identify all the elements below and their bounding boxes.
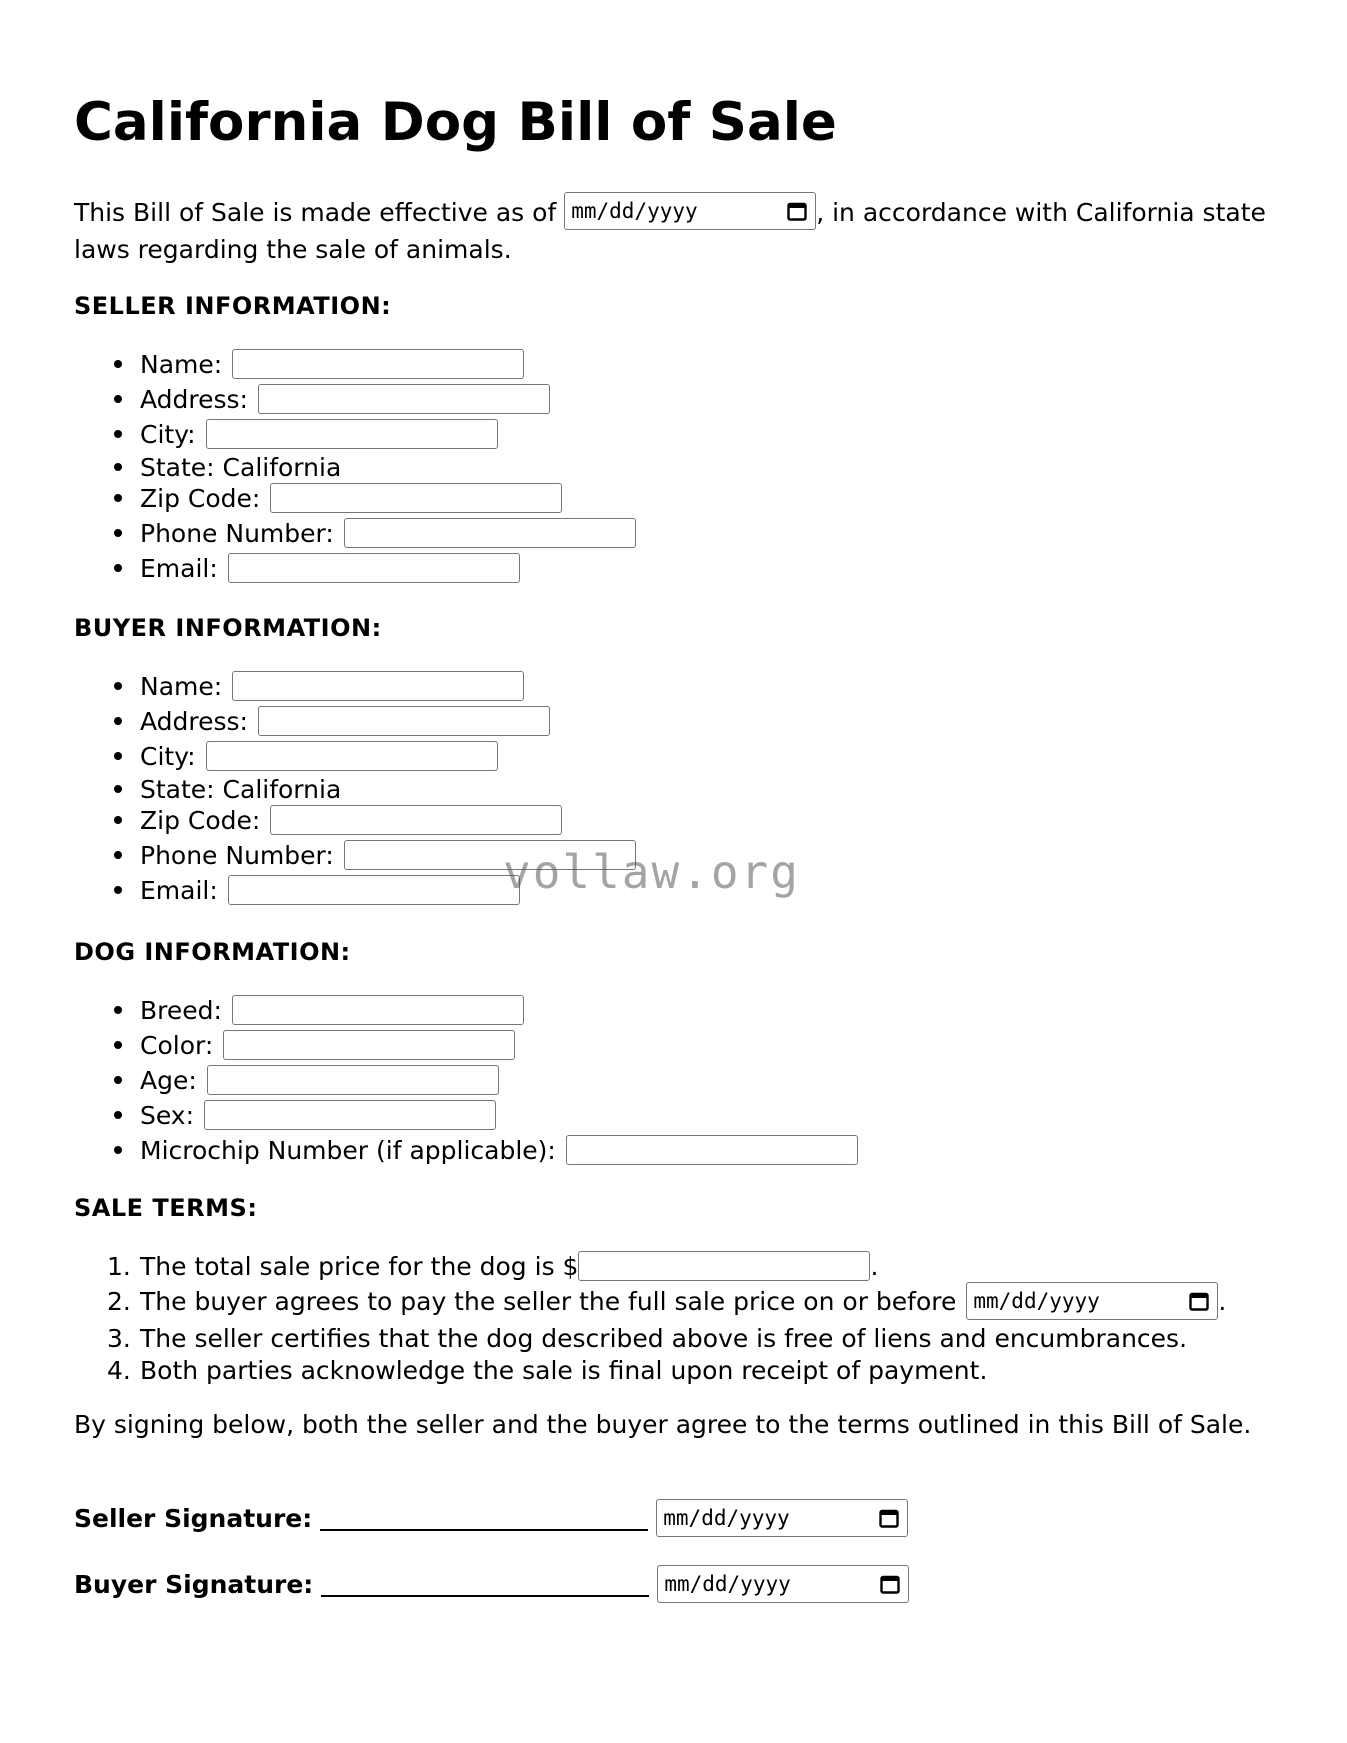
bullet (114, 816, 122, 824)
dog-sex-input[interactable] (204, 1100, 496, 1130)
terms-heading: SALE TERMS: (74, 1194, 258, 1222)
bullet (114, 1041, 122, 1049)
intro-text-after: , in accordance with California state laws regarding the sale of animals. (74, 198, 1266, 264)
dog-color-label: Color: (140, 1030, 214, 1060)
term-3-number: 3. (107, 1323, 131, 1353)
bullet (114, 430, 122, 438)
dog-breed-label: Breed: (140, 995, 222, 1025)
bullet (114, 1146, 122, 1154)
seller-address-label: Address: (140, 384, 248, 414)
buyer-city-row (74, 739, 774, 773)
dog-age-row (74, 1063, 774, 1097)
effective-date-input[interactable] (564, 192, 816, 230)
term-3 (74, 1321, 1274, 1355)
dog-breed-row (74, 993, 774, 1027)
dog-microchip-input[interactable] (566, 1135, 858, 1165)
calendar-icon[interactable] (1189, 1291, 1209, 1311)
bullet (114, 752, 122, 760)
calendar-icon[interactable] (880, 1574, 900, 1594)
bullet (114, 494, 122, 502)
sale-price-input[interactable] (578, 1251, 870, 1281)
bullet (114, 1006, 122, 1014)
buyer-signature-line[interactable] (321, 1571, 649, 1597)
date-placeholder: mm/dd/yyyy (571, 198, 698, 223)
dog-sex-label: Sex: (140, 1100, 195, 1130)
dog-age-input[interactable] (207, 1065, 499, 1095)
dog-breed-input[interactable] (232, 995, 524, 1025)
term-1-number: 1. (107, 1251, 131, 1281)
bullet (114, 1076, 122, 1084)
seller-city-input[interactable] (206, 419, 498, 449)
seller-name-input[interactable] (232, 349, 524, 379)
seller-signature-date-input[interactable] (656, 1499, 908, 1537)
buyer-signature-row (74, 1564, 909, 1604)
term-2-number: 2. (107, 1286, 131, 1316)
term-1-end: . (870, 1251, 879, 1281)
dog-age-label: Age: (140, 1065, 197, 1095)
seller-city-label: City: (140, 419, 196, 449)
dog-heading: DOG INFORMATION: (74, 938, 351, 966)
closing-paragraph: By signing below, both the seller and the buyer agree to the terms outlined in this Bill of Sale. (74, 1410, 1252, 1439)
dog-color-input[interactable] (223, 1030, 515, 1060)
dog-color-row (74, 1028, 774, 1062)
dog-microchip-row (74, 1133, 1074, 1167)
buyer-signature-date-input[interactable] (657, 1565, 909, 1603)
seller-address-input[interactable] (258, 384, 550, 414)
watermark: vollaw.org (503, 845, 800, 899)
buyer-address-row (74, 704, 774, 738)
buyer-signature-label: Buyer Signature: (74, 1569, 314, 1599)
bullet (114, 360, 122, 368)
seller-zip-label: Zip Code: (140, 483, 261, 513)
calendar-icon[interactable] (879, 1508, 899, 1528)
buyer-name-label: Name: (140, 671, 223, 701)
page-title: California Dog Bill of Sale (74, 92, 837, 153)
buyer-city-input[interactable] (206, 741, 498, 771)
intro-paragraph (74, 194, 1274, 268)
buyer-heading: BUYER INFORMATION: (74, 614, 382, 642)
buyer-zip-input[interactable] (270, 805, 562, 835)
buyer-phone-label: Phone Number: (140, 840, 334, 870)
date-placeholder: mm/dd/yyyy (973, 1289, 1100, 1313)
date-placeholder: mm/dd/yyyy (664, 1572, 791, 1596)
seller-heading: SELLER INFORMATION: (74, 292, 392, 320)
term-2 (74, 1284, 1274, 1318)
date-placeholder: mm/dd/yyyy (663, 1506, 790, 1530)
bullet (114, 785, 122, 793)
seller-name-label: Name: (140, 349, 223, 379)
seller-address-row (74, 382, 774, 416)
bullet (114, 851, 122, 859)
dog-sex-row (74, 1098, 774, 1132)
seller-state-row (74, 450, 774, 484)
intro-text-before: This Bill of Sale is made effective as of (74, 198, 557, 227)
dog-microchip-label: Microchip Number (if applicable): (140, 1135, 556, 1165)
seller-zip-input[interactable] (270, 483, 562, 513)
bullet (114, 564, 122, 572)
term-4-text: Both parties acknowledge the sale is final upon receipt of payment. (140, 1355, 988, 1385)
bullet (114, 1111, 122, 1119)
term-2-end: . (1218, 1286, 1227, 1316)
bullet (114, 717, 122, 725)
seller-email-row (74, 551, 774, 585)
seller-signature-row (74, 1498, 908, 1538)
seller-city-row (74, 417, 774, 451)
term-4 (74, 1353, 1274, 1387)
buyer-name-input[interactable] (232, 671, 524, 701)
seller-zip-row (74, 481, 774, 515)
term-4-number: 4. (107, 1355, 131, 1385)
buyer-state-text: State: California (140, 774, 342, 804)
buyer-address-label: Address: (140, 706, 248, 736)
payment-date-input[interactable] (966, 1282, 1218, 1320)
seller-email-label: Email: (140, 553, 218, 583)
term-1 (74, 1249, 1274, 1283)
calendar-icon[interactable] (787, 201, 807, 221)
buyer-address-input[interactable] (258, 706, 550, 736)
bullet (114, 463, 122, 471)
buyer-zip-row (74, 803, 774, 837)
seller-signature-line[interactable] (320, 1505, 648, 1531)
seller-name-row (74, 347, 774, 381)
term-3-text: The seller certifies that the dog described above is free of liens and encumbrances. (140, 1323, 1188, 1353)
seller-state-text: State: California (140, 452, 342, 482)
buyer-email-label: Email: (140, 875, 218, 905)
buyer-zip-label: Zip Code: (140, 805, 261, 835)
seller-signature-label: Seller Signature: (74, 1503, 313, 1533)
term-2-text: The buyer agrees to pay the seller the full sale price on or before (140, 1286, 957, 1316)
bullet (114, 529, 122, 537)
buyer-city-label: City: (140, 741, 196, 771)
seller-email-input[interactable] (228, 553, 520, 583)
bullet (114, 886, 122, 894)
buyer-name-row (74, 669, 774, 703)
seller-phone-label: Phone Number: (140, 518, 334, 548)
bullet (114, 682, 122, 690)
seller-phone-input[interactable] (344, 518, 636, 548)
bullet (114, 395, 122, 403)
term-1-text: The total sale price for the dog is $ (140, 1251, 579, 1281)
buyer-state-row (74, 772, 774, 806)
buyer-email-input[interactable] (228, 875, 520, 905)
seller-phone-row (74, 516, 874, 550)
